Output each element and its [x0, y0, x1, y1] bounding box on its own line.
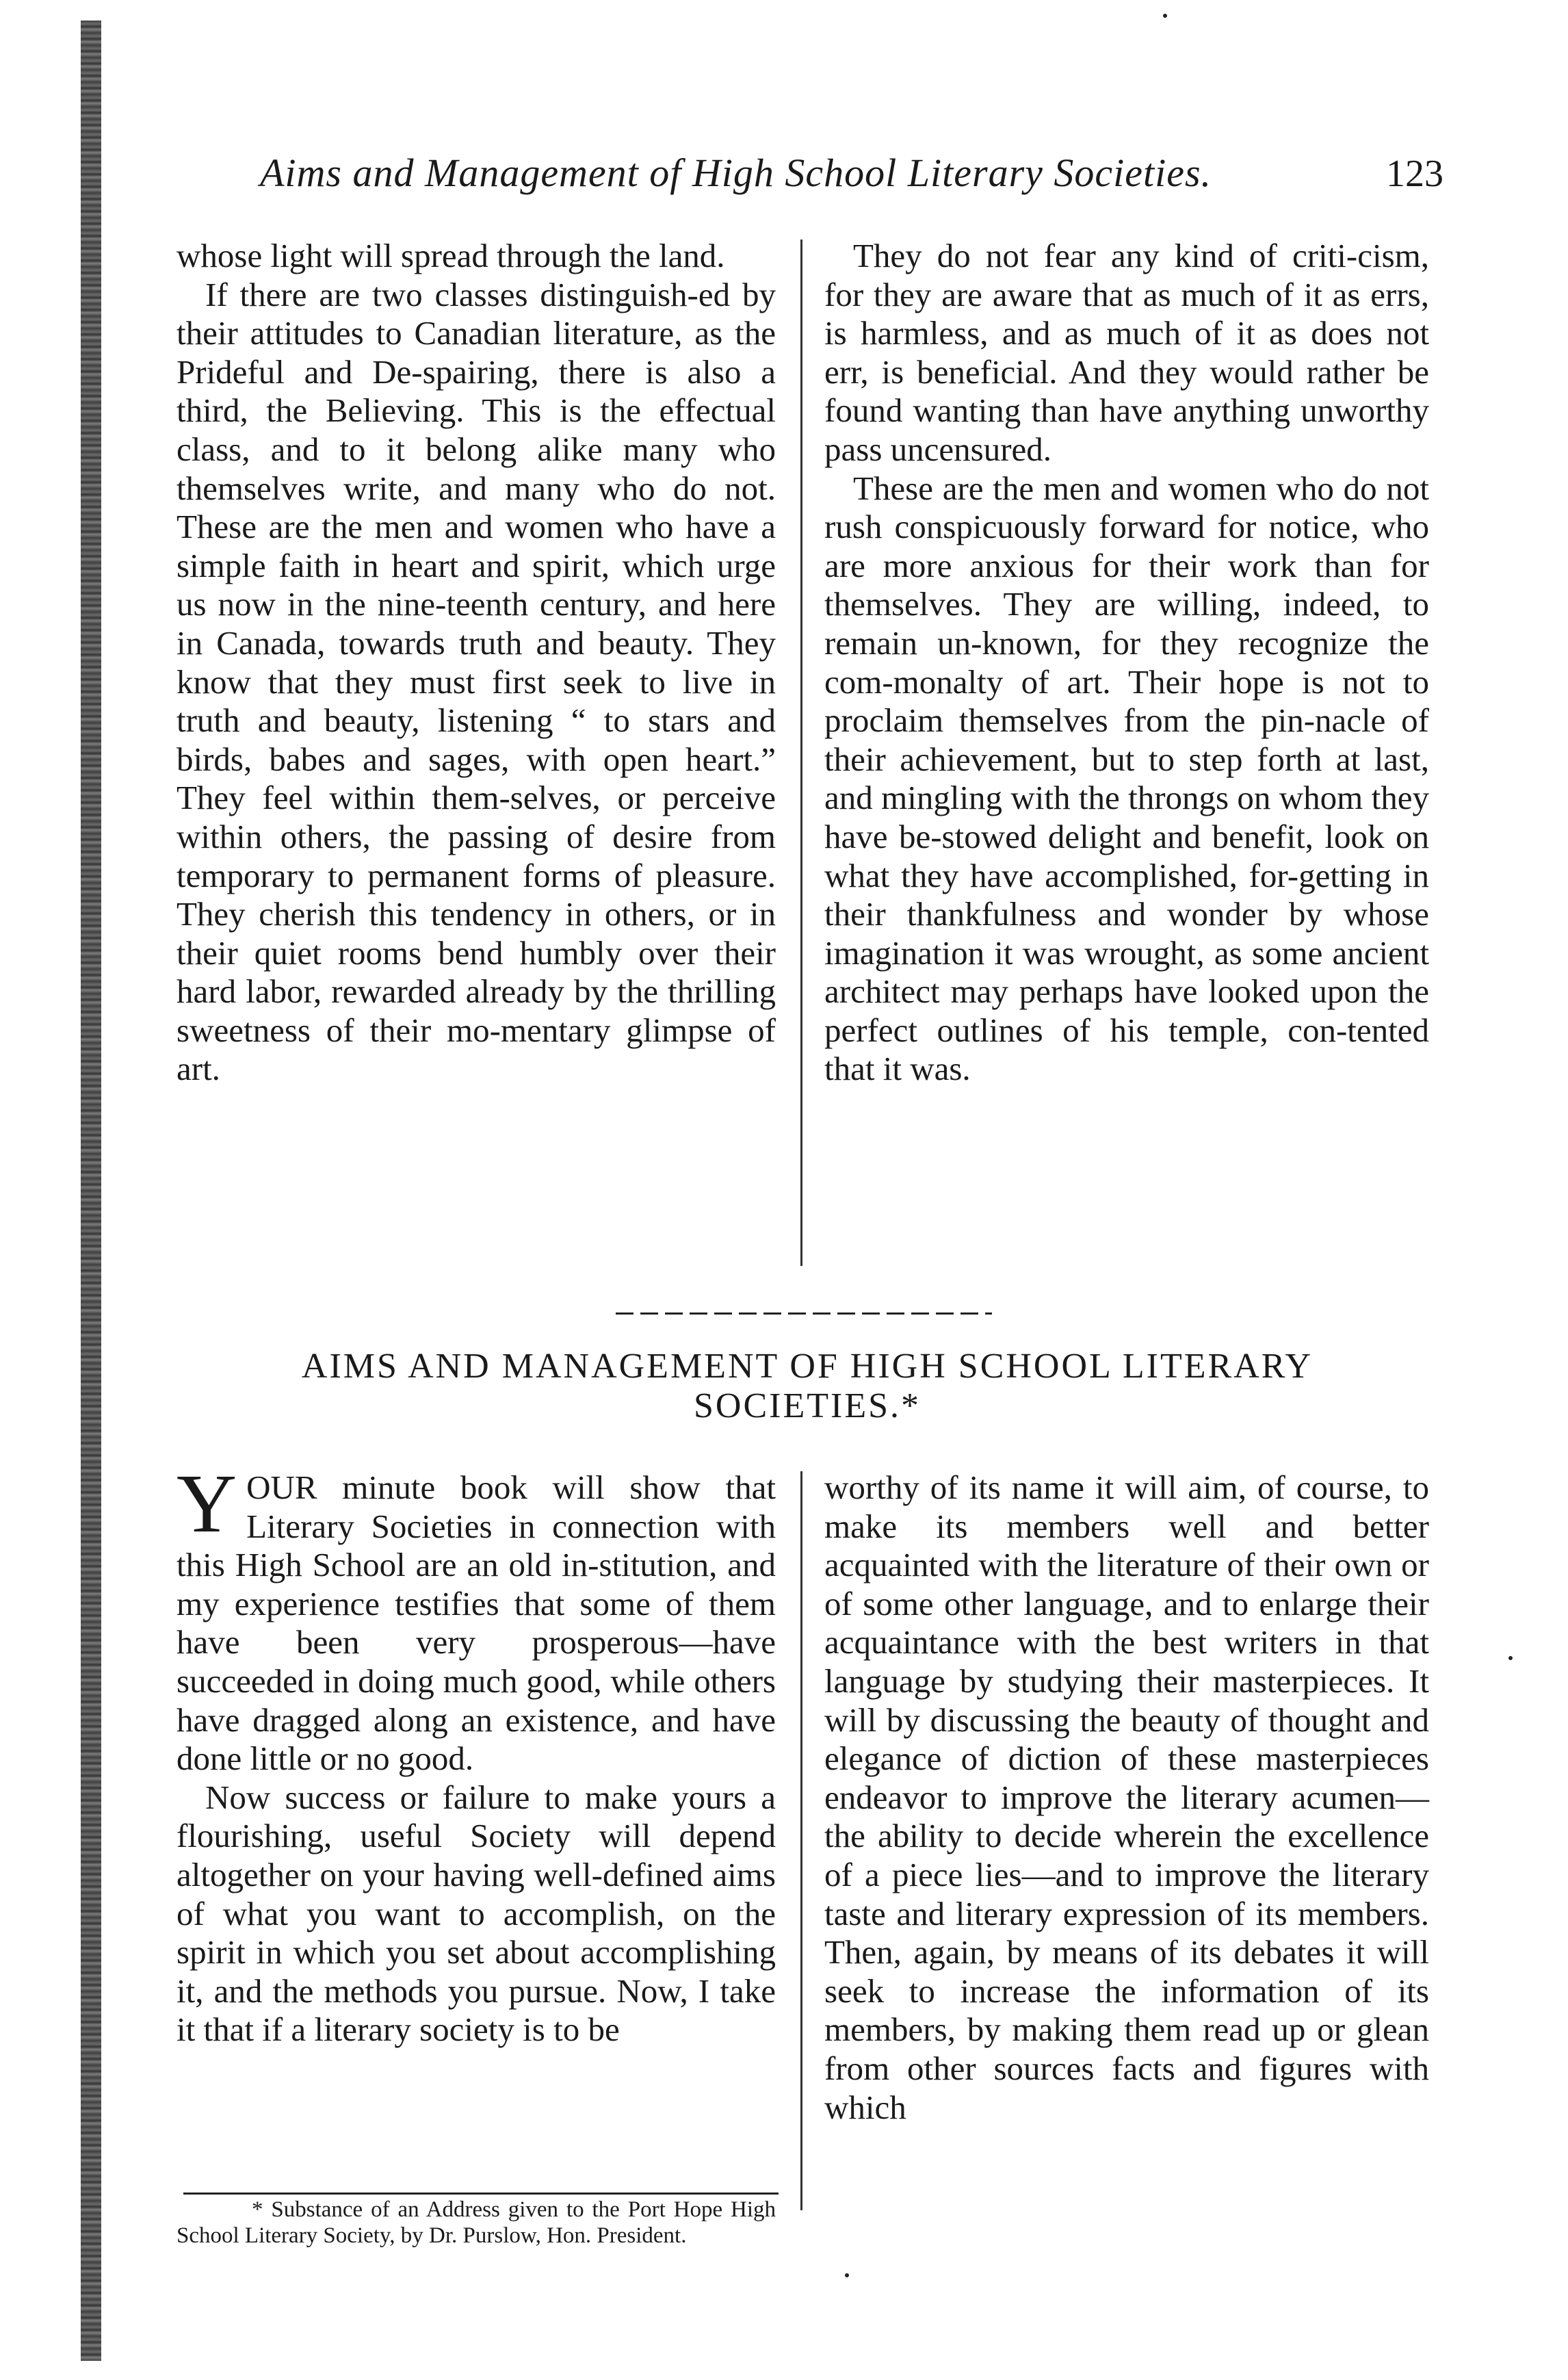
top-left-column — [177, 237, 776, 1263]
scan-speck — [845, 2273, 849, 2277]
scan-speck — [1163, 14, 1167, 18]
paragraph: If there are two classes distinguish-ed by their attitudes to Canadian literature, as the Prideful and De-spairing, there is also a third, the Believing. This is the effectual class, and to it belong alike many who themselves write, and many who do not. These are the men and women who have a simple faith in heart and spirit, which urge us now in the nine-teenth century, and here in Canada, towards truth and beauty. They know that they must first seek to live in truth and beauty, listening “ to stars and birds, babes and sages, with open heart.” They feel within them-selves, or perceive within others, the passing of desire from temporary to permanent forms of pleasure. They cherish this tendency in others, or in their quiet rooms bend humbly over their hard labor, rewarded already by the thrilling sweetness of their mo-mentary glimpse of art. — [177, 275, 776, 1088]
paragraph: They do not fear any kind of criti-cism, for they are aware that as much of it as errs, is harmless, and as much of it as does not err, is beneficial. And they would rather be found wanting than have anything unworthy pass uncensured. — [824, 237, 1429, 468]
drop-cap: Y — [177, 1458, 237, 1550]
scan-speck — [1508, 1656, 1513, 1660]
running-title: Aims and Management of High School Literary Societies. — [260, 151, 1212, 195]
paragraph: whose light will spread through the land. — [177, 237, 725, 274]
running-head — [260, 149, 1443, 198]
article-title: AIMS AND MANAGEMENT OF HIGH SCHOOL LITERARY SOCIETIES.* — [301, 1347, 1314, 1425]
scanned-binding-edge — [81, 21, 101, 2361]
page-number: 123 — [1386, 153, 1443, 195]
bottom-left-column — [177, 1458, 776, 2201]
column-divider — [800, 1471, 802, 2210]
footnote-rule — [183, 2193, 779, 2195]
bottom-right-column — [824, 1469, 1429, 2221]
paragraph: These are the men and women who do not rush conspicuously forward for notice, who are more anxious for their work than for themselves. They are willing, indeed, to remain un-known, for they recognize the com-monalty of art. Their hope is not to proclaim themselves from the pin-nacle of their achievement, but to step forth at last, and mingling with the throngs on whom they have be-stowed delight and benefit, look on what they have accomplished, for-getting in their thankfulness and wonder by whose imagination it was wrought, as some ancient architect may perhaps have looked upon the perfect outlines of his temple, con-tented that it was. — [824, 469, 1429, 1088]
opening-paragraph — [177, 1458, 776, 1778]
paragraph: Now success or failure to make yours a flourishing, useful Society will depend altogether on your having well-defined aims of what you want to accomplish, on the spirit in which you set about accomplishing it, and the methods you pursue. Now, I take it that if a literary society is to be — [177, 1778, 776, 2049]
top-right-column — [824, 237, 1429, 1263]
paragraph-text: OUR minute book will show that Literary Societies in connection with this High School are an old in-stitution, and my experience testifies that some of them have been very prosperous—have succeeded in doing much good, while others have dragged along an existence, and have done little or no good. — [177, 1469, 776, 1778]
footnote: * Substance of an Address given to the Port Hope High School Literary Society, by Dr. Purslow, Hon. President. — [177, 2197, 776, 2248]
section-divider — [616, 1312, 992, 1315]
paragraph: worthy of its name it will aim, of course, to make its members well and better acquainted with the literature of their own or of some other language, and to enlarge their acquaintance with the best writers in that language by studying their masterpieces. It will by discussing the beauty of thought and elegance of diction of these masterpieces endeavor to improve the literary acumen—the ability to decide wherein the excellence of a piece lies—and to improve the literary taste and literary expression of its members. Then, again, by means of its debates it will seek to increase the information of its members, by making them read up or glean from other sources facts and figures with which — [824, 1469, 1429, 2126]
column-divider — [800, 240, 802, 1266]
